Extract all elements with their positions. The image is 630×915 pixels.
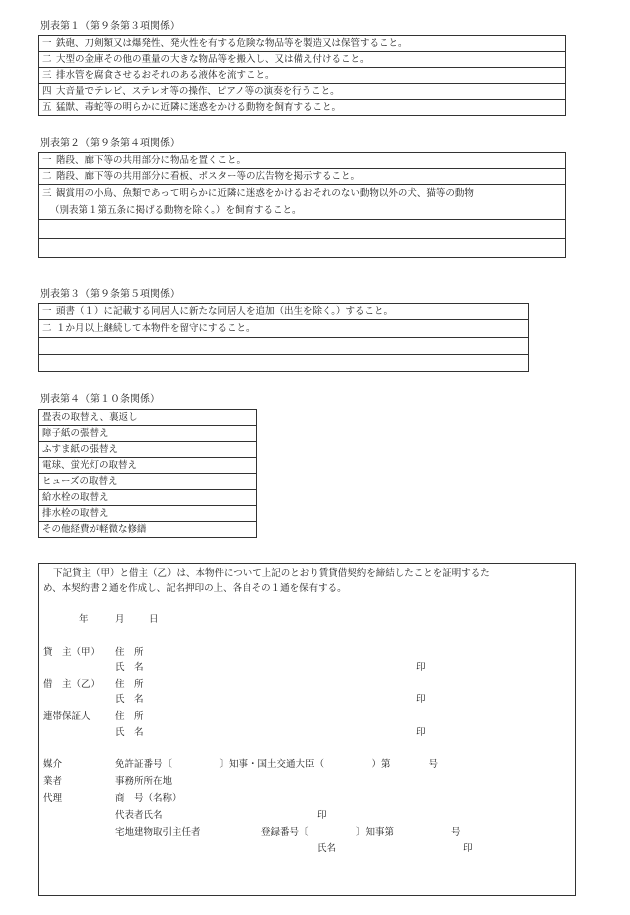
representative-label: 代表者氏名 — [115, 810, 163, 821]
cert-text-line1: 下記貸主（甲）と借主（乙）は、本物件について上記のとおり賃貸借契約を締結したことを証明するた — [53, 568, 490, 579]
table-row — [39, 410, 257, 426]
table3 — [38, 303, 529, 372]
lessee-seal: 印 — [416, 694, 426, 705]
repair-item: 排水栓の取替え — [39, 506, 257, 522]
table-row — [39, 304, 529, 320]
row-text: 排水管を腐食させるおそれのある液体を流すこと。 — [56, 70, 275, 81]
table-row — [39, 100, 566, 116]
lessee-label: 借 主（乙） — [43, 679, 101, 690]
table-row — [39, 426, 257, 442]
lessor-label: 貸 主（甲） — [43, 647, 101, 658]
row-text: 大音量でテレビ、ステレオ等の操作、ピアノ等の演奏を行うこと。 — [56, 86, 340, 97]
table-row-empty — [39, 239, 566, 258]
table-row — [39, 52, 566, 68]
repair-item: その他経費が軽微な修繕 — [39, 522, 257, 538]
office-address-label: 事務所所在地 — [115, 776, 173, 787]
row-text: 観賞用の小鳥、魚類であって明らかに近隣に迷惑をかけるおそれのない動物以外の犬、猫等の動物 — [56, 188, 474, 199]
table-row — [39, 153, 566, 169]
table4 — [38, 409, 257, 538]
table-row — [39, 458, 257, 474]
repair-item: ヒューズの取替え — [39, 474, 257, 490]
row-number: 一 — [42, 155, 52, 166]
lessor-address-label: 住 所 — [115, 647, 144, 658]
table3-title: 別表第３（第９条第５項関係） — [40, 289, 180, 300]
broker-seal: 印 — [463, 843, 473, 854]
lessor-name-label: 氏 名 — [115, 662, 144, 673]
table1 — [38, 35, 566, 116]
table-row — [39, 320, 529, 338]
agent-label-1: 媒介 — [43, 759, 63, 770]
guarantor-seal: 印 — [416, 727, 426, 738]
table-row — [39, 185, 566, 220]
representative-seal: 印 — [317, 810, 327, 821]
lessee-address-label: 住 所 — [115, 679, 144, 690]
table-row — [39, 169, 566, 185]
row-number: 二 — [42, 323, 52, 334]
table4-title: 別表第４（第１０条関係） — [40, 394, 160, 405]
agent-label-3: 代理 — [43, 793, 63, 804]
row-text-continued: （別表第１第五条に掲げる動物を除く。）を飼育すること。 — [50, 205, 302, 216]
row-text: 大型の金庫その他の重量の大きな物品等を搬入し、又は備え付けること。 — [56, 54, 370, 65]
guarantor-name-label: 氏 名 — [115, 727, 144, 738]
row-text: 頭書（１）に記載する同居人に新たな同居人を追加（出生を除く。）すること。 — [56, 306, 394, 317]
row-text: 猛獣、毒蛇等の明らかに近隣に迷惑をかける動物を飼育すること。 — [56, 102, 342, 113]
table-row — [39, 506, 257, 522]
row-number: 一 — [42, 38, 52, 49]
table-row-empty — [39, 338, 529, 355]
table-row — [39, 84, 566, 100]
table-row-empty — [39, 220, 566, 239]
repair-item: 障子紙の張替え — [39, 426, 257, 442]
row-number: 五 — [42, 102, 52, 113]
date-month: 月 — [115, 614, 125, 625]
row-number: 四 — [42, 86, 52, 97]
lessor-seal: 印 — [416, 662, 426, 673]
table-row — [39, 68, 566, 84]
guarantor-address-label: 住 所 — [115, 711, 144, 722]
table2-title: 別表第２（第９条第４項関係） — [40, 138, 180, 149]
table1-title: 別表第１（第９条第３項関係） — [40, 21, 180, 32]
agent-label-2: 業者 — [43, 776, 63, 787]
row-text: 鉄砲、刀剣類又は爆発性、発火性を有する危険な物品等を製造又は保管すること。 — [56, 38, 408, 49]
table-row — [39, 442, 257, 458]
broker-name-label: 氏名 — [317, 843, 337, 854]
repair-item: 畳表の取替え、裏返し — [39, 410, 257, 426]
cert-text-line2: め、本契約書２通を作成し、記名押印の上、各自その１通を保有する。 — [43, 583, 347, 594]
repair-item: 電球、蛍光灯の取替え — [39, 458, 257, 474]
lessee-name-label: 氏 名 — [115, 694, 144, 705]
row-text: 階段、廊下等の共用部分に物品を置くこと。 — [56, 155, 247, 166]
date-year: 年 — [79, 614, 89, 625]
table-row — [39, 522, 257, 538]
guarantor-label: 連帯保証人 — [43, 711, 91, 722]
repair-item: ふすま紙の張替え — [39, 442, 257, 458]
table-row — [39, 474, 257, 490]
date-day: 日 — [149, 614, 159, 625]
row-number: 三 — [42, 188, 52, 199]
certification-box — [38, 563, 576, 896]
table-row — [39, 490, 257, 506]
row-number: 一 — [42, 306, 52, 317]
row-number: 二 — [42, 171, 52, 182]
table2 — [38, 152, 566, 258]
broker-label: 宅地建物取引主任者 — [115, 827, 201, 838]
row-number: 二 — [42, 54, 52, 65]
table-row — [39, 36, 566, 52]
registration-number: 登録番号〔 〕知事第 号 — [261, 827, 461, 838]
license-number: 免許証番号〔 〕知事・国土交通大臣（ ）第 号 — [115, 759, 439, 770]
repair-item: 給水栓の取替え — [39, 490, 257, 506]
row-text: １か月以上継続して本物件を留守にすること。 — [56, 323, 256, 334]
row-number: 三 — [42, 70, 52, 81]
row-text: 階段、廊下等の共用部分に看板、ポスター等の広告物を掲示すること。 — [56, 171, 361, 182]
trade-name-label: 商 号（名称） — [115, 793, 182, 804]
table-row-empty — [39, 355, 529, 372]
